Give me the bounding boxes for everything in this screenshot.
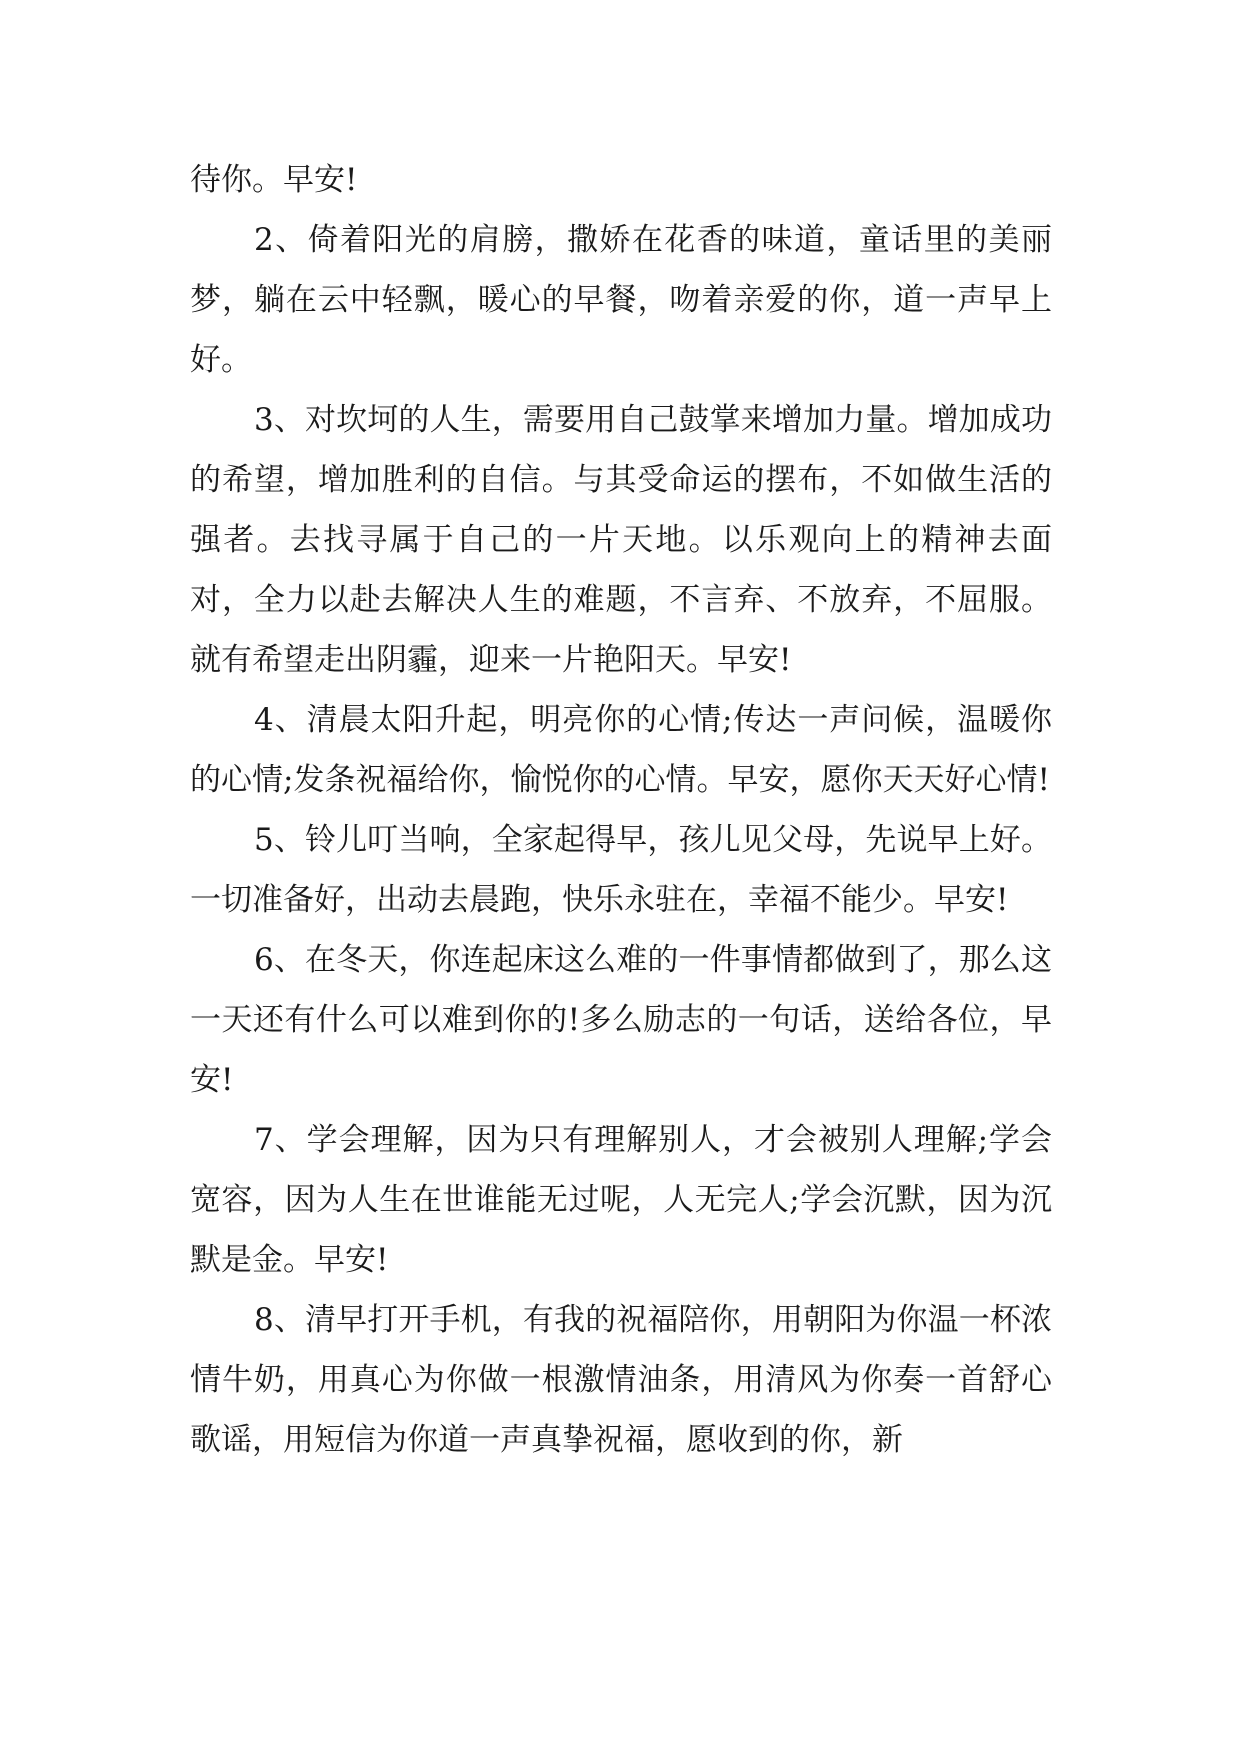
paragraph-2: 2、倚着阳光的肩膀，撒娇在花香的味道，童话里的美丽梦，躺在云中轻飘，暖心的早餐，吻着亲爱的你，道一声早上好。: [190, 222, 1052, 378]
paragraph-7: 7、学会理解，因为只有理解别人，才会被别人理解;学会宽容，因为人生在世谁能无过呢，人无完人;学会沉默，因为沉默是金。早安!: [190, 1122, 1052, 1278]
document-page: [190, 150, 1052, 1470]
paragraph-3: 3、对坎坷的人生，需要用自己鼓掌来增加力量。增加成功的希望，增加胜利的自信。与其受命运的摆布，不如做生活的强者。去找寻属于自己的一片天地。以乐观向上的精神去面对，全力以赴去解决人生的难题，不言弃、不放弃，不屈服。就有希望走出阴霾，迎来一片艳阳天。早安!: [190, 402, 1052, 678]
paragraph-4: 4、清晨太阳升起，明亮你的心情;传达一声问候，温暖你的心情;发条祝福给你，愉悦你的心情。早安，愿你天天好心情!: [190, 702, 1052, 798]
paragraph-8: 8、清早打开手机，有我的祝福陪你，用朝阳为你温一杯浓情牛奶，用真心为你做一根激情油条，用清风为你奏一首舒心歌谣，用短信为你道一声真挚祝福，愿收到的你，新: [190, 1302, 1052, 1458]
paragraph-5: 5、铃儿叮当响，全家起得早，孩儿见父母，先说早上好。一切准备好，出动去晨跑，快乐永驻在，幸福不能少。早安!: [190, 822, 1052, 918]
paragraph-6: 6、在冬天，你连起床这么难的一件事情都做到了，那么这一天还有什么可以难到你的!多么励志的一句话，送给各位，早安!: [190, 942, 1052, 1098]
paragraph-continuation: 待你。早安!: [190, 162, 358, 198]
